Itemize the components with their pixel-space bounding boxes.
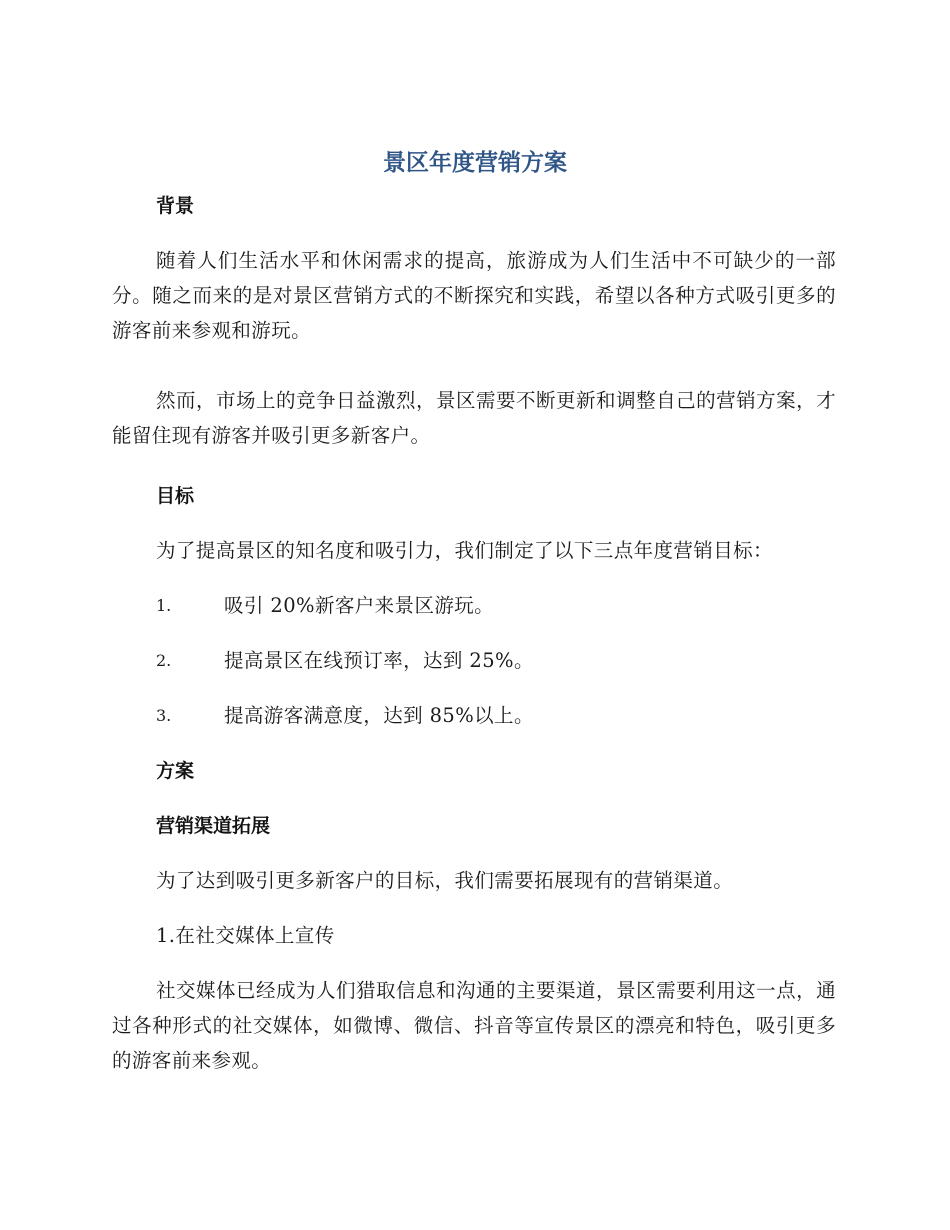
section-heading-background: 背景 xyxy=(156,195,195,217)
background-paragraph-2: 然而，市场上的竞争日益激烈，景区需要不断更新和调整自己的营销方案，才能留住现有游客并吸引更多新客户。 xyxy=(112,389,836,447)
section-heading-goals: 目标 xyxy=(156,485,195,507)
list-number: 3. xyxy=(156,706,172,725)
list-text: 吸引 20%新客户来景区游玩。 xyxy=(224,594,495,617)
goals-intro: 为了提高景区的知名度和吸引力，我们制定了以下三点年度营销目标： xyxy=(156,539,773,562)
document-title: 景区年度营销方案 xyxy=(383,150,567,176)
list-number: 1. xyxy=(156,596,172,615)
background-paragraph-1: 随着人们生活水平和休闲需求的提高，旅游成为人们生活中不可缺少的一部分。随之而来的是对景区营销方式的不断探究和实践，希望以各种方式吸引更多的游客前来参观和游玩。 xyxy=(112,249,836,342)
plan-intro: 为了达到吸引更多新客户的目标，我们需要拓展现有的营销渠道。 xyxy=(156,869,734,892)
subsection-heading-channels: 营销渠道拓展 xyxy=(156,815,271,837)
list-text: 提高景区在线预订率，达到 25%。 xyxy=(224,649,534,672)
list-number: 2. xyxy=(156,651,172,670)
list-text: 提高游客满意度，达到 85%以上。 xyxy=(224,704,534,727)
plan-point-body: 社交媒体已经成为人们猎取信息和沟通的主要渠道，景区需要利用这一点，通过各种形式的社交媒体，如微博、微信、抖音等宣传景区的漂亮和特色，吸引更多的游客前来参观。 xyxy=(112,979,836,1072)
section-heading-plan: 方案 xyxy=(156,760,195,782)
plan-point-title: 1.在社交媒体上宣传 xyxy=(156,924,335,947)
